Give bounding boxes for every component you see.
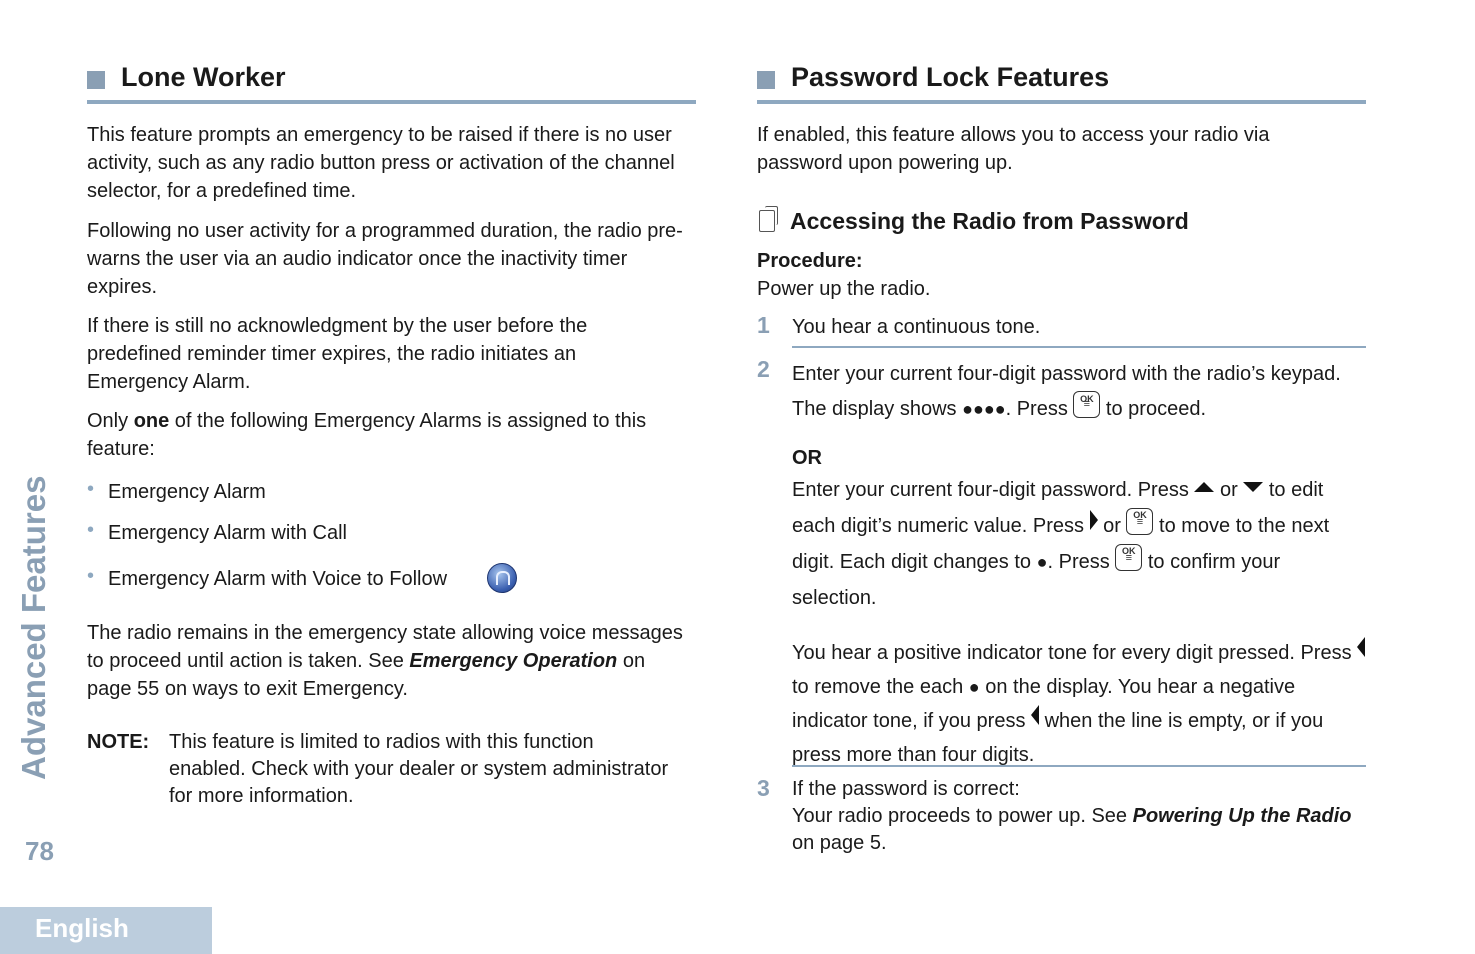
section-square-icon xyxy=(757,71,775,89)
ok-key-icon xyxy=(1126,508,1153,535)
right-arrow-icon xyxy=(1090,510,1098,530)
note-text: This feature is limited to radios with this function enabled. Check with your dealer or system administrator for more information. xyxy=(169,731,669,807)
section-title: Lone Worker xyxy=(121,62,286,92)
cross-reference-link[interactable]: Powering Up the Radio xyxy=(1132,805,1352,827)
step-text xyxy=(792,803,1367,857)
ok-key-icon xyxy=(1115,544,1142,571)
text: or xyxy=(1097,515,1127,537)
text: on page 55 on ways to exit Emergency. xyxy=(87,650,646,700)
procedure-text: Power up the radio. xyxy=(757,278,931,300)
text: . Press xyxy=(1047,551,1116,573)
text: . Press xyxy=(1005,398,1074,420)
text: Enter your current four-digit password. Press xyxy=(792,479,1195,501)
text: or xyxy=(1214,479,1244,501)
step-number: 2 xyxy=(757,356,770,382)
step-body xyxy=(792,357,1367,772)
bullet-icon: • xyxy=(87,478,95,500)
step-text: If the password is correct: xyxy=(792,778,1020,800)
text: You hear a positive indicator tone for every digit pressed. Press xyxy=(792,642,1358,664)
text: on the display. You hear a negative indicator tone, if you press xyxy=(792,676,1296,732)
text: to proceed. xyxy=(1100,398,1206,420)
section-header xyxy=(87,60,696,104)
section-title: Password Lock Features xyxy=(791,62,1110,92)
or-label: OR xyxy=(792,447,822,469)
text: of the following Emergency Alarms is assigned to this feature: xyxy=(87,410,647,460)
step-body xyxy=(792,776,1367,857)
text: to remove the each xyxy=(792,676,969,698)
language-tab xyxy=(0,907,212,954)
bullet-icon: • xyxy=(87,565,95,587)
emphasis: one xyxy=(133,410,170,432)
step-option-a xyxy=(792,357,1367,426)
password-dots: ●●●● xyxy=(962,399,1006,419)
down-arrow-icon xyxy=(1243,482,1263,492)
list-item-label: Emergency Alarm with Voice to Follow xyxy=(108,568,448,590)
paragraph: This feature prompts an emergency to be raised if there is no user activity, such as any radio button press or activation of the channel selector, for a predefined time. xyxy=(87,124,675,202)
step-divider xyxy=(792,765,1366,767)
paragraph xyxy=(87,619,693,703)
note-label: NOTE: xyxy=(87,731,150,753)
up-arrow-icon xyxy=(1194,482,1214,492)
text: when the line is empty, or if you press more than four digits. xyxy=(792,710,1324,766)
procedure-label: Procedure: xyxy=(757,250,863,272)
digit-dot: ● xyxy=(1036,552,1048,572)
text: to edit each digit’s numeric value. Press xyxy=(792,479,1324,537)
language-label: English xyxy=(35,913,129,943)
ok-key-icon xyxy=(1073,391,1100,418)
section-square-icon xyxy=(87,71,105,89)
page-number: 78 xyxy=(25,836,54,866)
voice-to-follow-icon xyxy=(487,563,517,593)
paragraph: Following no user activity for a programmed duration, the radio pre-warns the user via an audio indicator once the inactivity timer expires. xyxy=(87,220,683,298)
step-option-b xyxy=(792,472,1367,616)
step-divider xyxy=(792,346,1366,348)
text: The radio remains in the emergency state allowing voice messages to proceed until action is taken. See xyxy=(87,622,683,672)
list-item-label: Emergency Alarm xyxy=(108,481,266,503)
step-note xyxy=(792,636,1367,772)
left-arrow-icon xyxy=(1031,705,1039,725)
subsection-title: Accessing the Radio from Password xyxy=(790,208,1189,234)
paragraph: If there is still no acknowledgment by the user before the predefined reminder timer expires, the radio initiates an Emergency Alarm. xyxy=(87,315,588,393)
text: on page 5. xyxy=(792,832,887,854)
text: Enter your current four-digit password with the radio’s keypad. The display shows xyxy=(792,363,1341,420)
side-section-title: Advanced Features xyxy=(15,475,52,780)
paragraph: If enabled, this feature allows you to access your radio via password upon powering up. xyxy=(757,124,1270,174)
bullet-icon: • xyxy=(87,519,95,541)
procedure-icon xyxy=(759,210,775,232)
text: to move to the next digit. Each digit changes to xyxy=(792,515,1330,573)
left-arrow-icon xyxy=(1357,637,1365,657)
list-item-label: Emergency Alarm with Call xyxy=(108,522,347,544)
section-header xyxy=(757,60,1366,104)
step-text: You hear a continuous tone. xyxy=(792,316,1041,338)
text: to confirm your selection. xyxy=(792,551,1281,609)
text: Only xyxy=(87,410,134,432)
text: Your radio proceeds to power up. See xyxy=(792,805,1133,827)
step-number: 1 xyxy=(757,312,770,338)
step-number: 3 xyxy=(757,775,770,801)
cross-reference-link[interactable]: Emergency Operation xyxy=(409,650,618,672)
paragraph xyxy=(87,407,697,463)
digit-dot: ● xyxy=(968,677,980,697)
